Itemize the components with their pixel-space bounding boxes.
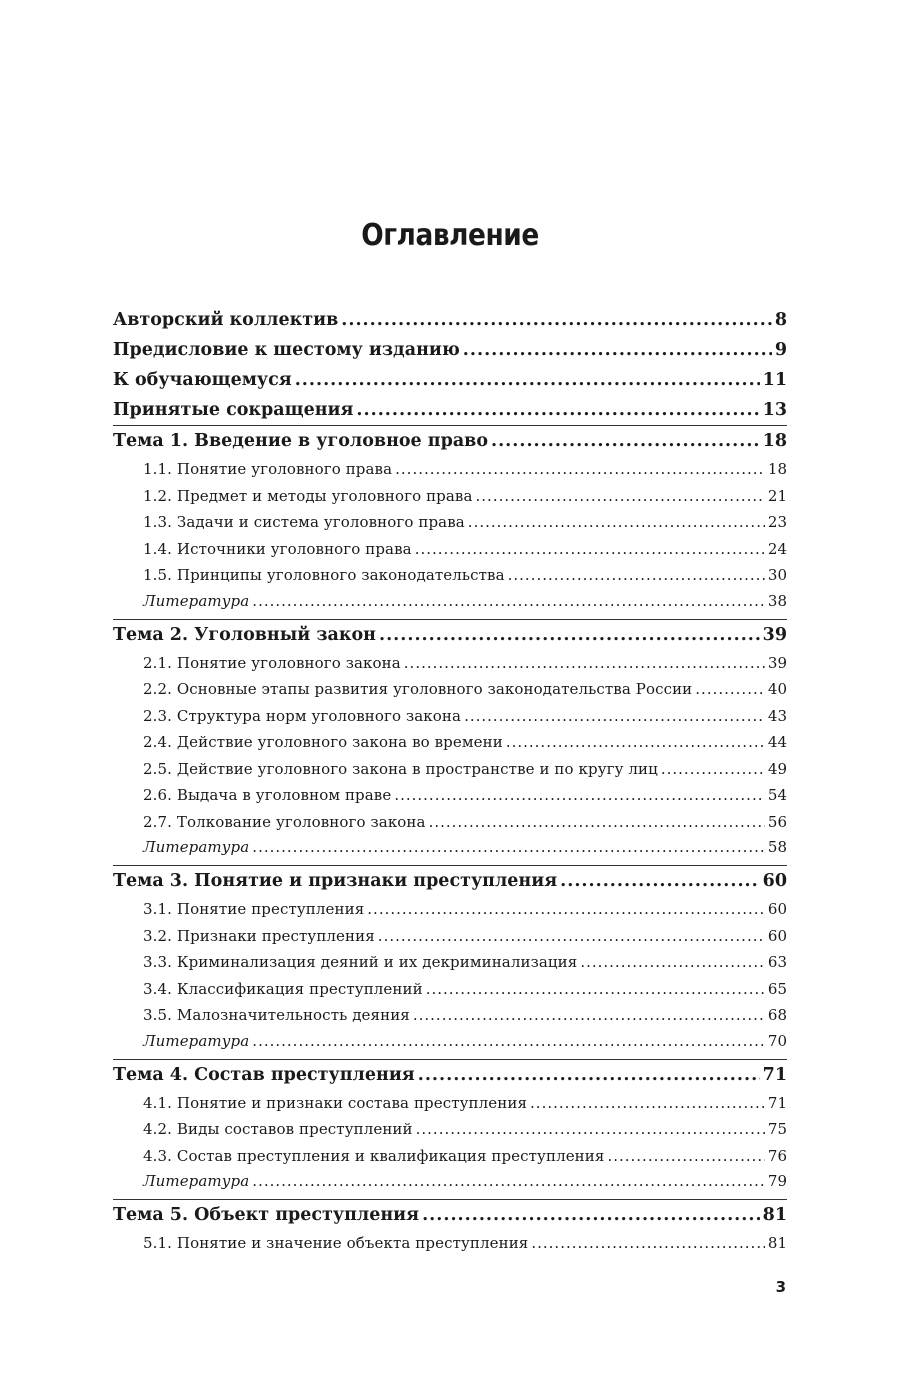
toc-entry-label: 2.1. Понятие уголовного закона bbox=[143, 653, 401, 672]
toc-section-entry[interactable] bbox=[113, 1090, 787, 1117]
toc-entry-page: 60 bbox=[767, 900, 787, 918]
toc-entry-page: 68 bbox=[767, 1006, 787, 1024]
dot-leader bbox=[531, 1230, 765, 1257]
toc-section-entry[interactable] bbox=[113, 703, 787, 730]
toc-entry-page: 75 bbox=[767, 1120, 787, 1138]
toc-topic-entry[interactable] bbox=[113, 619, 787, 650]
toc-entry-label: 2.7. Толкование уголовного закона bbox=[143, 812, 426, 831]
table-of-contents bbox=[113, 305, 787, 1263]
toc-entry-page: 39 bbox=[767, 653, 787, 672]
toc-entry-page: 81 bbox=[767, 1234, 787, 1252]
dot-leader bbox=[530, 1090, 765, 1117]
toc-entry-label: К обучающемуся bbox=[113, 370, 292, 390]
toc-entry-page: 60 bbox=[767, 926, 787, 945]
page-number: 3 bbox=[775, 1278, 786, 1296]
toc-section-entry[interactable] bbox=[113, 1143, 787, 1170]
toc-topic-entry[interactable] bbox=[113, 1059, 787, 1090]
toc-entry-label: 2.3. Структура норм уголовного закона bbox=[143, 706, 462, 725]
dot-leader bbox=[418, 1060, 760, 1090]
toc-entry-label: 3.4. Классификация преступлений bbox=[143, 979, 423, 998]
toc-entry-label: 1.2. Предмет и методы уголовного права bbox=[143, 486, 473, 505]
dot-leader bbox=[506, 729, 765, 756]
toc-entry-label: Тема 3. Понятие и признаки преступления bbox=[113, 871, 558, 891]
toc-section-entry[interactable] bbox=[113, 949, 787, 976]
toc-entry-label: 1.3. Задачи и система уголовного права bbox=[143, 513, 465, 531]
dot-leader bbox=[404, 650, 765, 677]
dot-leader bbox=[395, 456, 765, 483]
toc-section-entry[interactable] bbox=[113, 1116, 787, 1143]
toc-entry-label: 4.3. Состав преступления и квалификация преступления bbox=[143, 1146, 605, 1165]
toc-topic-entry[interactable] bbox=[113, 1199, 787, 1230]
dot-leader bbox=[341, 305, 772, 335]
toc-entry-label: Тема 4. Состав преступления bbox=[113, 1064, 415, 1085]
toc-entry-label: 1.1. Понятие уголовного права bbox=[143, 460, 393, 478]
dot-leader bbox=[422, 1200, 760, 1230]
toc-entry-label: 3.1. Понятие преступления bbox=[143, 900, 365, 918]
toc-entry-page: 40 bbox=[767, 680, 787, 698]
toc-section-entry[interactable] bbox=[113, 509, 787, 536]
toc-section-entry[interactable] bbox=[113, 483, 787, 510]
toc-entry-page: 18 bbox=[767, 460, 787, 478]
toc-entry-label: 2.4. Действие уголовного закона во времени bbox=[143, 733, 503, 751]
dot-leader bbox=[560, 866, 760, 896]
toc-topic-entry[interactable] bbox=[113, 865, 787, 896]
dot-leader bbox=[356, 395, 759, 425]
toc-entry-label: Тема 2. Уголовный закон bbox=[113, 624, 376, 645]
toc-section-entry[interactable] bbox=[113, 1002, 787, 1029]
toc-entry-label: Принятые сокращения bbox=[113, 400, 354, 420]
toc-entry-label: 3.5. Малозначительность деяния bbox=[143, 1006, 410, 1024]
dot-leader bbox=[413, 1002, 765, 1029]
dot-leader bbox=[468, 509, 765, 536]
toc-section-entry[interactable] bbox=[113, 562, 787, 589]
toc-entry-page: 11 bbox=[762, 370, 787, 390]
dot-leader bbox=[379, 620, 760, 650]
dot-leader bbox=[252, 1169, 765, 1193]
toc-entry-page: 18 bbox=[762, 431, 787, 451]
toc-entry-label: 2.5. Действие уголовного закона в пространстве и по кругу лиц bbox=[143, 759, 658, 778]
dot-leader bbox=[491, 426, 760, 456]
toc-entry-page: 70 bbox=[767, 1031, 787, 1050]
dot-leader bbox=[252, 835, 765, 859]
toc-front-entry[interactable] bbox=[113, 365, 787, 395]
toc-section-entry[interactable] bbox=[113, 729, 787, 756]
toc-section-entry[interactable] bbox=[113, 456, 787, 483]
toc-entry-label: Тема 1. Введение в уголовное право bbox=[113, 431, 488, 451]
toc-entry-page: 71 bbox=[767, 1093, 787, 1112]
toc-entry-label: Авторский коллектив bbox=[113, 310, 339, 330]
toc-entry-label: 2.2. Основные этапы развития уголовного законодательства России bbox=[143, 680, 693, 698]
dot-leader bbox=[426, 976, 765, 1003]
toc-entry-page: 71 bbox=[762, 1064, 787, 1085]
toc-entry-page: 81 bbox=[762, 1205, 787, 1225]
page-title: Оглавление bbox=[361, 218, 539, 253]
dot-leader bbox=[252, 1029, 765, 1053]
toc-entry-page: 79 bbox=[767, 1172, 787, 1190]
toc-entry-page: 44 bbox=[767, 733, 787, 751]
toc-entry-page: 65 bbox=[767, 979, 787, 998]
dot-leader bbox=[415, 536, 765, 563]
toc-entry-page: 54 bbox=[767, 786, 787, 804]
dot-leader bbox=[508, 562, 765, 589]
toc-entry-page: 24 bbox=[767, 539, 787, 558]
toc-entry-page: 63 bbox=[767, 953, 787, 971]
dot-leader bbox=[476, 483, 765, 510]
dot-leader bbox=[429, 809, 765, 836]
toc-section-entry[interactable] bbox=[113, 809, 787, 836]
toc-front-entry[interactable] bbox=[113, 395, 787, 425]
toc-entry-page: 30 bbox=[767, 566, 787, 584]
toc-entry-label: Предисловие к шестому изданию bbox=[113, 340, 460, 360]
toc-topic-entry[interactable] bbox=[113, 425, 787, 456]
dot-leader bbox=[661, 756, 765, 783]
dot-leader bbox=[464, 703, 765, 730]
toc-entry-label: Литература bbox=[143, 591, 250, 610]
toc-entry-page: 13 bbox=[762, 400, 787, 420]
toc-section-entry[interactable] bbox=[113, 756, 787, 783]
toc-entry-label: 5.1. Понятие и значение объекта преступления bbox=[143, 1234, 529, 1252]
toc-entry-page: 8 bbox=[774, 310, 787, 330]
toc-entry-page: 38 bbox=[767, 591, 787, 610]
toc-entry-label: 4.1. Понятие и признаки состава преступления bbox=[143, 1093, 528, 1112]
toc-entry-page: 43 bbox=[767, 706, 787, 725]
toc-entry-label: Литература bbox=[143, 1031, 250, 1050]
toc-entry-page: 9 bbox=[774, 340, 787, 360]
toc-entry-page: 23 bbox=[767, 513, 787, 531]
toc-entry-label: Литература bbox=[143, 1172, 250, 1190]
toc-entry-page: 56 bbox=[767, 812, 787, 831]
toc-section-entry[interactable] bbox=[113, 1230, 787, 1257]
dot-leader bbox=[607, 1143, 764, 1170]
dot-leader bbox=[295, 365, 760, 395]
toc-literature-entry[interactable] bbox=[113, 1169, 787, 1193]
toc-entry-label: 3.3. Криминализация деяний и их декриминализация bbox=[143, 953, 578, 971]
toc-front-entry[interactable] bbox=[113, 335, 787, 365]
toc-front-entry[interactable] bbox=[113, 305, 787, 335]
dot-leader bbox=[252, 589, 765, 613]
toc-entry-label: Тема 5. Объект преступления bbox=[113, 1205, 420, 1225]
dot-leader bbox=[416, 1116, 765, 1143]
toc-section-entry[interactable] bbox=[113, 923, 787, 950]
toc-literature-entry[interactable] bbox=[113, 1029, 787, 1053]
dot-leader bbox=[695, 676, 765, 703]
toc-literature-entry[interactable] bbox=[113, 589, 787, 613]
dot-leader bbox=[463, 335, 772, 365]
toc-entry-page: 76 bbox=[767, 1146, 787, 1165]
toc-section-entry[interactable] bbox=[113, 676, 787, 703]
toc-entry-page: 60 bbox=[762, 871, 787, 891]
toc-section-entry[interactable] bbox=[113, 536, 787, 563]
toc-entry-page: 21 bbox=[767, 486, 787, 505]
toc-section-entry[interactable] bbox=[113, 650, 787, 677]
toc-entry-label: 4.2. Виды составов преступлений bbox=[143, 1120, 413, 1138]
dot-leader bbox=[367, 896, 765, 923]
toc-section-entry[interactable] bbox=[113, 782, 787, 809]
dot-leader bbox=[580, 949, 765, 976]
toc-entry-label: 3.2. Признаки преступления bbox=[143, 926, 375, 945]
toc-section-entry[interactable] bbox=[113, 976, 787, 1003]
toc-entry-label: 1.4. Источники уголовного права bbox=[143, 539, 412, 558]
toc-entry-page: 58 bbox=[767, 838, 787, 856]
toc-section-entry[interactable] bbox=[113, 896, 787, 923]
toc-entry-label: 1.5. Принципы уголовного законодательства bbox=[143, 566, 505, 584]
dot-leader bbox=[394, 782, 765, 809]
toc-entry-page: 39 bbox=[762, 624, 787, 645]
toc-literature-entry[interactable] bbox=[113, 835, 787, 859]
toc-entry-page: 49 bbox=[767, 759, 787, 778]
toc-entry-label: Литература bbox=[143, 838, 250, 856]
dot-leader bbox=[378, 923, 765, 950]
toc-entry-label: 2.6. Выдача в уголовном праве bbox=[143, 786, 392, 804]
topic-spacer bbox=[113, 1257, 787, 1263]
